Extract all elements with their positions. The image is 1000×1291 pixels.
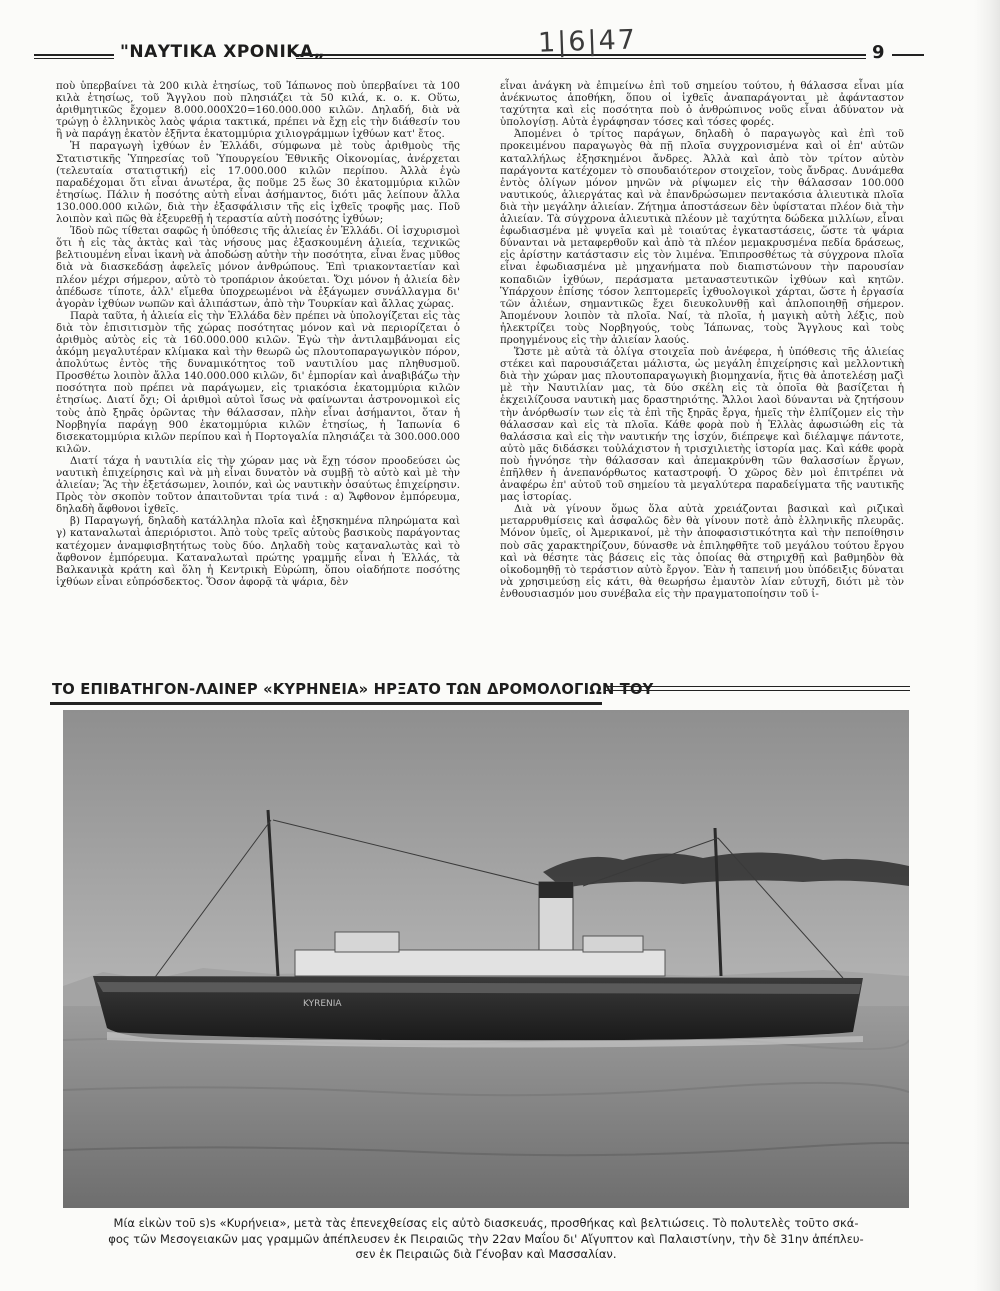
deckhouse: [583, 936, 643, 952]
handwritten-date: 1|6|47: [537, 24, 638, 59]
paragraph: ποὺ ὑπερβαίνει τὰ 200 κιλὰ ἐτησίως, τοῦ Ἰάπωνος ποὺ ὑπερβαίνει τὰ 100 κιλὰ ἐτησίως, τοῦ Ἄγγλου ποὺ πλησιάζει τὰ 50 κιλά, κ. ο. κ. Οὕτω, ἀριθμητικῶς ἔχομεν 8.000.000Χ20=160.000.000 κιλῶν. Δηλαδή, διὰ νὰ τρώγῃ ὁ ἑλληνικὸς λαὸς ψάρια τακτικά, πρέπει νὰ ἔχῃ εἰς τὴν διάθεσίν του ἢ νὰ παράγῃ ἑκατὸν ἑξῆντα ἑκατομμύρια χιλιογράμμων ἰχθύων κατ' ἔτος.: [56, 80, 460, 141]
masthead-rule-end: [892, 54, 924, 57]
paragraph: Διὰ νὰ γίνουν ὅμως ὅλα αὐτὰ χρειάζονται βασικαὶ καὶ ριζικαὶ μεταρρυθμίσεις καὶ ἀσφαλῶς δὲν θὰ γίνουν ποτὲ ἀπὸ ἑλληνικῆς πλευρᾶς. Μόνον ὑμεῖς, οἱ Ἀμερικανοί, μὲ τὴν ἀποφασιστικότητα καὶ τὴν πεποίθησιν ποὺ σᾶς χαρακτηρίζουν, δύνασθε νὰ ἐπιληφθῆτε τοῦ μεγάλου τούτου ἔργου καὶ νὰ θέσητε τὰς βάσεις εἰς τὰς ὁποίας θὰ στηριχθῇ καὶ βαθμηδὸν θὰ οἰκοδομηθῇ τὸ τεράστιον αὐτὸ ἔργον. Ἐὰν ἡ ταπεινή μου ὑπόδειξις δύναται νὰ χρησιμεύσῃ εἰς κάτι, θὰ θεωρήσω ἐμαυτὸν λίαν εὐτυχῆ, διότι μὲ τὸν ἐνθουσιασμόν μου συνέβαλα εἰς τὴν πραγματοποίησιν τοῦ ἰ-: [500, 503, 904, 600]
headline-underline: [50, 702, 602, 705]
article-column-left: [56, 80, 460, 588]
funnel-top: [539, 882, 573, 898]
paragraph: εἶναι ἀνάγκη νὰ ἐπιμείνω ἐπὶ τοῦ σημείου τούτου, ἡ θάλασσα εἶναι μία ἀνέκνωτος ἀποθήκη, ὅπου οἱ ἰχθεῖς ἀναπαράγονται μὲ ἀφάνταστον ταχύτητα καὶ εἰς ποσότητα ποὺ ὁ ἀνθρώπινος νοῦς εἶναι ἀδύνατον νὰ ὑπολογίσῃ. Αὐτὰ ἐγράφησαν τόσες καὶ τόσες φορές.: [500, 80, 904, 129]
paragraph: Ἰδοὺ πῶς τίθεται σαφῶς ἡ ὑπόθεσις τῆς ἁλιείας ἐν Ἑλλάδι. Οἱ ἰσχυρισμοὶ ὅτι ἡ εἰς τὰς ἀκτὰς καὶ τὰς νήσους μας ἐξασκουμένη ἁλιεία, τεχνικῶς βελτιουμένη εἶναι ἱκανὴ νὰ ἀποδώσῃ αὐτὴν τὴν ποσότητα, εἶναι ἕνας μῦθος διὰ νὰ διασκεδάσῃ ἀφελεῖς μόνον ἀνθρώπους. Ἐπὶ τριακονταετίαν καὶ πλέον μέχρι σήμερον, αὐτὸ τὸ τροπάριον ἀκούεται. Ὄχι μόνον ἡ ἁλιεία δὲν ἀπέδωσε τίποτε, ἀλλ' εἴμεθα ὑποχρεωμένοι νὰ ἐξάγωμεν συνάλλαγμα δι' ἀγορὰν ἰχθύων νωπῶν καὶ ἁλιπάστων, ἀπὸ τὴν Τουρκίαν καὶ ἄλλας χώρας.: [56, 225, 460, 310]
superstructure: [295, 950, 665, 976]
paragraph: Ἀπομένει ὁ τρίτος παράγων, δηλαδὴ ὁ παραγωγὸς καὶ ἐπὶ τοῦ προκειμένου παραγωγὸς θὰ πῇ πλοῖα συγχρονισμένα καὶ οἱ ἐπ' αὐτῶν καταλλήλως ἐξησκημένοι ἄνδρες. Ἀλλὰ καὶ ἀπὸ τὸν τρίτον αὐτὸν παράγοντα κατέχομεν τὸ σπουδαιότερον στοιχεῖον, τοὺς ἄνδρας. Δυνάμεθα ἐντὸς ὀλίγων μόνον μηνῶν νὰ ρίψωμεν εἰς τὴν θάλασσαν 100.000 ναυτικούς, ἁλιεργάτας καὶ νὰ ἐπανδρώσωμεν πεντακόσια ἁλιευτικὰ πλοῖα διὰ τὴν μεγάλην ἁλιείαν. Ζήτημα ἀποστάσεων δὲν ὑφίσταται πλέον διὰ τὴν ἁλιείαν. Τὰ σύγχρονα ἁλιευτικὰ πλέουν μὲ ταχύτητα δώδεκα μιλλίων, εἶναι ἐφωδιασμένα μὲ ψυγεῖα καὶ μὲ τοιαύτας ἐγκαταστάσεις, ὥστε τὰ ψάρια δύνανται νὰ μεταφερθοῦν καὶ ἀπὸ τὰ πλέον μεμακρυσμένα πεδία δράσεως, εἰς ἀρίστην κατάστασιν εἰς τὸν λιμένα. Ἐπιπροσθέτως τὰ σύγχρονα πλοῖα εἶναι ἐφωδιασμένα μὲ μηχανήματα ποὺ διαπιστώνουν τὴν παρουσίαν κοπαδιῶν ἰχθύων, περάσματα μεταναστευτικῶν ἰχθύων καὶ κητῶν. Ὑπάρχουν ἐπίσης τόσον λεπτομερεῖς ἰχθυολογικοὶ χάρται, ὥστε ἡ ἐργασία τῶν ἁλιέων, σημαντικῶς ἔχει διευκολυνθῇ καὶ ἁπλοποιηθῇ σήμερον. Ἀπομένουν λοιπὸν τὰ πλοῖα. Ναί, τὰ πλοῖα, ἡ μαγικὴ αὐτὴ λέξις, ποὺ ἠλεκτρίζει τοὺς Νορβηγούς, τοὺς Ἰάπωνας, τοὺς Ἄγγλους καὶ τοὺς προηγμένους εἰς τὴν ἁλιείαν λαούς.: [500, 128, 904, 346]
masthead: [34, 38, 924, 68]
hull-stripe: [97, 982, 861, 994]
ship-photograph: [63, 710, 909, 1208]
bridge: [335, 932, 399, 952]
paragraph: Ἡ παραγωγὴ ἰχθύων ἐν Ἑλλάδι, σύμφωνα μὲ τοὺς ἀριθμοὺς τῆς Στατιστικῆς Ὑπηρεσίας τοῦ Ὑπουργείου Ἐθνικῆς Οἰκονομίας, ἀνέρχεται (τελευταία στατιστική) εἰς 17.000.000 κιλῶν περίπου. Ἀλλὰ ἐγὼ παραδέχομαι ὅτι εἶναι ἀνωτέρα, ἂς ποῦμε 25 ἕως 30 ἑκατομμύρια κιλῶν ἐτησίως. Πάλιν ἡ ποσότης αὐτὴ εἶναι ἀσήμαντος, διότι μᾶς λείπουν ἄλλα 130.000.000 κιλῶν, διὰ τὴν ἐξασφάλισιν τῆς εἰς ἰχθεῖς τροφῆς μας. Ποῦ λοιπὸν καὶ πῶς θὰ ἐξευρεθῇ ἡ τεραστία αὐτὴ ποσότης ἰχθύων;: [56, 140, 460, 226]
article-column-right: [500, 80, 904, 600]
photo-caption: [60, 1216, 912, 1263]
caption-line: φος τῶν Μεσογειακῶν μας γραμμῶν ἀπέπλευσεν ἐκ Πειραιῶς τὴν 22αν Μαΐου δι' Αἴγυπτον καὶ Παλαιστίνην, τὴν δὲ 31ην ἀπέπλευ-: [108, 1231, 864, 1246]
caption-line: σεν ἐκ Πειραιῶς διὰ Γένοβαν καὶ Μασσαλίαν.: [355, 1247, 617, 1261]
paragraph: Παρὰ ταῦτα, ἡ ἁλιεία εἰς τὴν Ἑλλάδα δὲν πρέπει νὰ ὑπολογίζεται εἰς τὰς διὰ τὸν ἐπισιτισμὸν τῆς χώρας ποσότητας μόνον καὶ νὰ περιορίζεται ὁ ἀριθμὸς αὐτὸς εἰς τὰ 160.000.000 κιλῶν. Ἐγὼ τὴν ἀντιλαμβάνομαι εἰς ἀκόμη μεγαλυτέραν κλίμακα καὶ τὴν θεωρῶ ὡς πλουτοπαραγωγικὸν πόρον, ἀπολύτως ἐντὸς τῆς δυναμικότητος τοῦ ναυτιλίου μας πληθυσμοῦ. Προσθέτω λοιπὸν ἄλλα 140.000.000 κιλῶν, δι' ἐμπορίαν καὶ ἀναβιβάζω τὴν ποσότητα ποὺ πρέπει νὰ παράγωμεν, εἰς τριακόσια ἑκατομμύρια κιλῶν ἐτησίως. Διατί ὄχι; Οἱ ἀριθμοὶ αὐτοὶ ἴσως νὰ φαίνωνται ἀστρονομικοὶ εἰς τοὺς ἀπὸ ξηρᾶς ὁρῶντας τὴν θάλασσαν, πλὴν εἶναι ἀσήμαντοι, ὅταν ἡ Νορβηγία παράγῃ 900 ἑκατομμύρια κιλῶν ἐτησίως, ἡ Ἰαπωνία 6 δισεκατομμύρια κιλῶν περίπου καὶ ἡ Πορτογαλία πλησιάζει τὰ 300.000.000 κιλῶν.: [56, 309, 460, 455]
paragraph: β) Παραγωγή, δηλαδὴ κατάλληλα πλοῖα καὶ ἐξησκημένα πληρώματα καὶ γ) καταναλωταὶ ἀπεριόριστοι. Ἀπὸ τοὺς τρεῖς αὐτοὺς βασικοὺς παράγοντας κατέχομεν ἀναμφισβητήτως τοὺς δύο. Δηλαδὴ τοὺς καταναλωτὰς καὶ τὸ ἄφθονον ἐμπόρευμα. Καταναλωταὶ πρώτης γραμμῆς εἶναι ἡ Ἑλλάς, τὰ Βαλκανικὰ κράτη καὶ ὅλη ἡ Κεντρικὴ Εὐρώπη, ὅπου οἱαδήποτε ποσότης ἰχθύων εἶναι εὐπρόσδεκτος. Ὅσον ἀφορᾷ τὰ ψάρια, δὲν: [56, 515, 460, 588]
page-number: 9: [872, 42, 885, 63]
photo-headline: ΤΟ ΕΠΙΒΑΤΗΓΟΝ-ΛΑΙΝΕΡ «ΚΥΡΗΝΕΙΑ» ΗΡΞΑΤΟ ΤΩΝ ΔΡΟΜΟΛΟΓΙΩΝ ΤΟΥ: [52, 681, 654, 698]
hull-lettering: KYRENIA: [303, 999, 342, 1009]
ship-photo-svg: [63, 710, 909, 1208]
paragraph: Ὥστε μὲ αὐτὰ τὰ ὀλίγα στοιχεῖα ποὺ ἀνέφερα, ἡ ὑπόθεσις τῆς ἁλιείας στέκει καὶ παρουσιάζεται μάλιστα, ὡς μεγάλη ἐπιχείρησις καὶ μελλοντικὴ διὰ τὴν χώραν μας πλουτοπαραγωγικὴ βιομηχανία, ἥτις θὰ ἀποτελέσῃ μαζὶ μὲ τὴν Ναυτιλίαν μας, τὰ δύο σκέλη εἰς τὰ ὁποῖα θὰ βασίζεται ἡ ἐκχειλίζουσα ναυτικὴ μας δραστηριότης. Ἄλλοι λαοὶ δύνανται νὰ ζητήσουν τὴν ἀνόρθωσίν των εἰς τὰ ἐπὶ τῆς ξηρᾶς ἔργα, ἡμεῖς τὴν ἐλπίζομεν εἰς τὴν θάλασσαν καὶ εἰς τὰ πλοῖα. Κάθε φορὰ ποὺ ἡ Ἑλλὰς ἀφωσιώθη εἰς τὰ θαλάσσια καὶ εἰς τὴν ναυτικήν της ἰσχύν, διέπρεψε καὶ διέλαμψε πάντοτε, αὐτὸ μᾶς διδάσκει τοὐλάχιστον ἡ τρισχιλιετὴς ἱστορία μας. Καὶ κάθε φορὰ ποὺ ἠγνόησε τὴν θάλασσαν καὶ ἀπεμακρύνθη τῶν θαλασσίων ἔργων, ἐπῆλθεν ἡ ἀνεπανόρθωτος καταστροφή. Ὁ χῶρος δὲν μοὶ ἐπιτρέπει νὰ ἀναφέρω ἐπ' αὐτοῦ τοῦ σημείου τὰ μεγαλύτερα παραδείγματα τῆς ναυτικῆς μας ἱστορίας.: [500, 346, 904, 504]
caption-line: Μία εἰκὼν τοῦ s)s «Κυρήνεια», μετὰ τὰς ἐπενεχθείσας εἰς αὐτὸ διασκευάς, προσθήκας καὶ βελτιώσεις. Τὸ πολυτελὲς τοῦτο σκά-: [113, 1216, 859, 1230]
publication-title: "ΝΑΥΤΙΚΑ ΧΡΟΝΙΚΑ„: [120, 42, 326, 62]
scan-edge-shadow: [974, 0, 1000, 1291]
headline-rule: [604, 686, 910, 691]
masthead-rule-left: [34, 54, 114, 59]
paragraph: Διατί τάχα ἡ ναυτιλία εἰς τὴν χώραν μας νὰ ἔχῃ τόσον προοδεύσει ὡς ναυτικὴ ἐπιχείρησις καὶ νὰ μὴ εἶναι δυνατὸν νὰ συμβῇ τὸ αὐτὸ καὶ μὲ τὴν ἁλιείαν; Ἂς τὴν ἐξετάσωμεν, λοιπόν, καὶ ὡς ναυτικὴν ὁσαύτως ἐπιχείρησιν. Πρὸς τὸν σκοπὸν τοῦτον ἀπαιτοῦνται τρία τινά : α) Ἄφθονον ἐμπόρευμα, δηλαδὴ ἄφθονοι ἰχθεῖς.: [56, 454, 460, 516]
